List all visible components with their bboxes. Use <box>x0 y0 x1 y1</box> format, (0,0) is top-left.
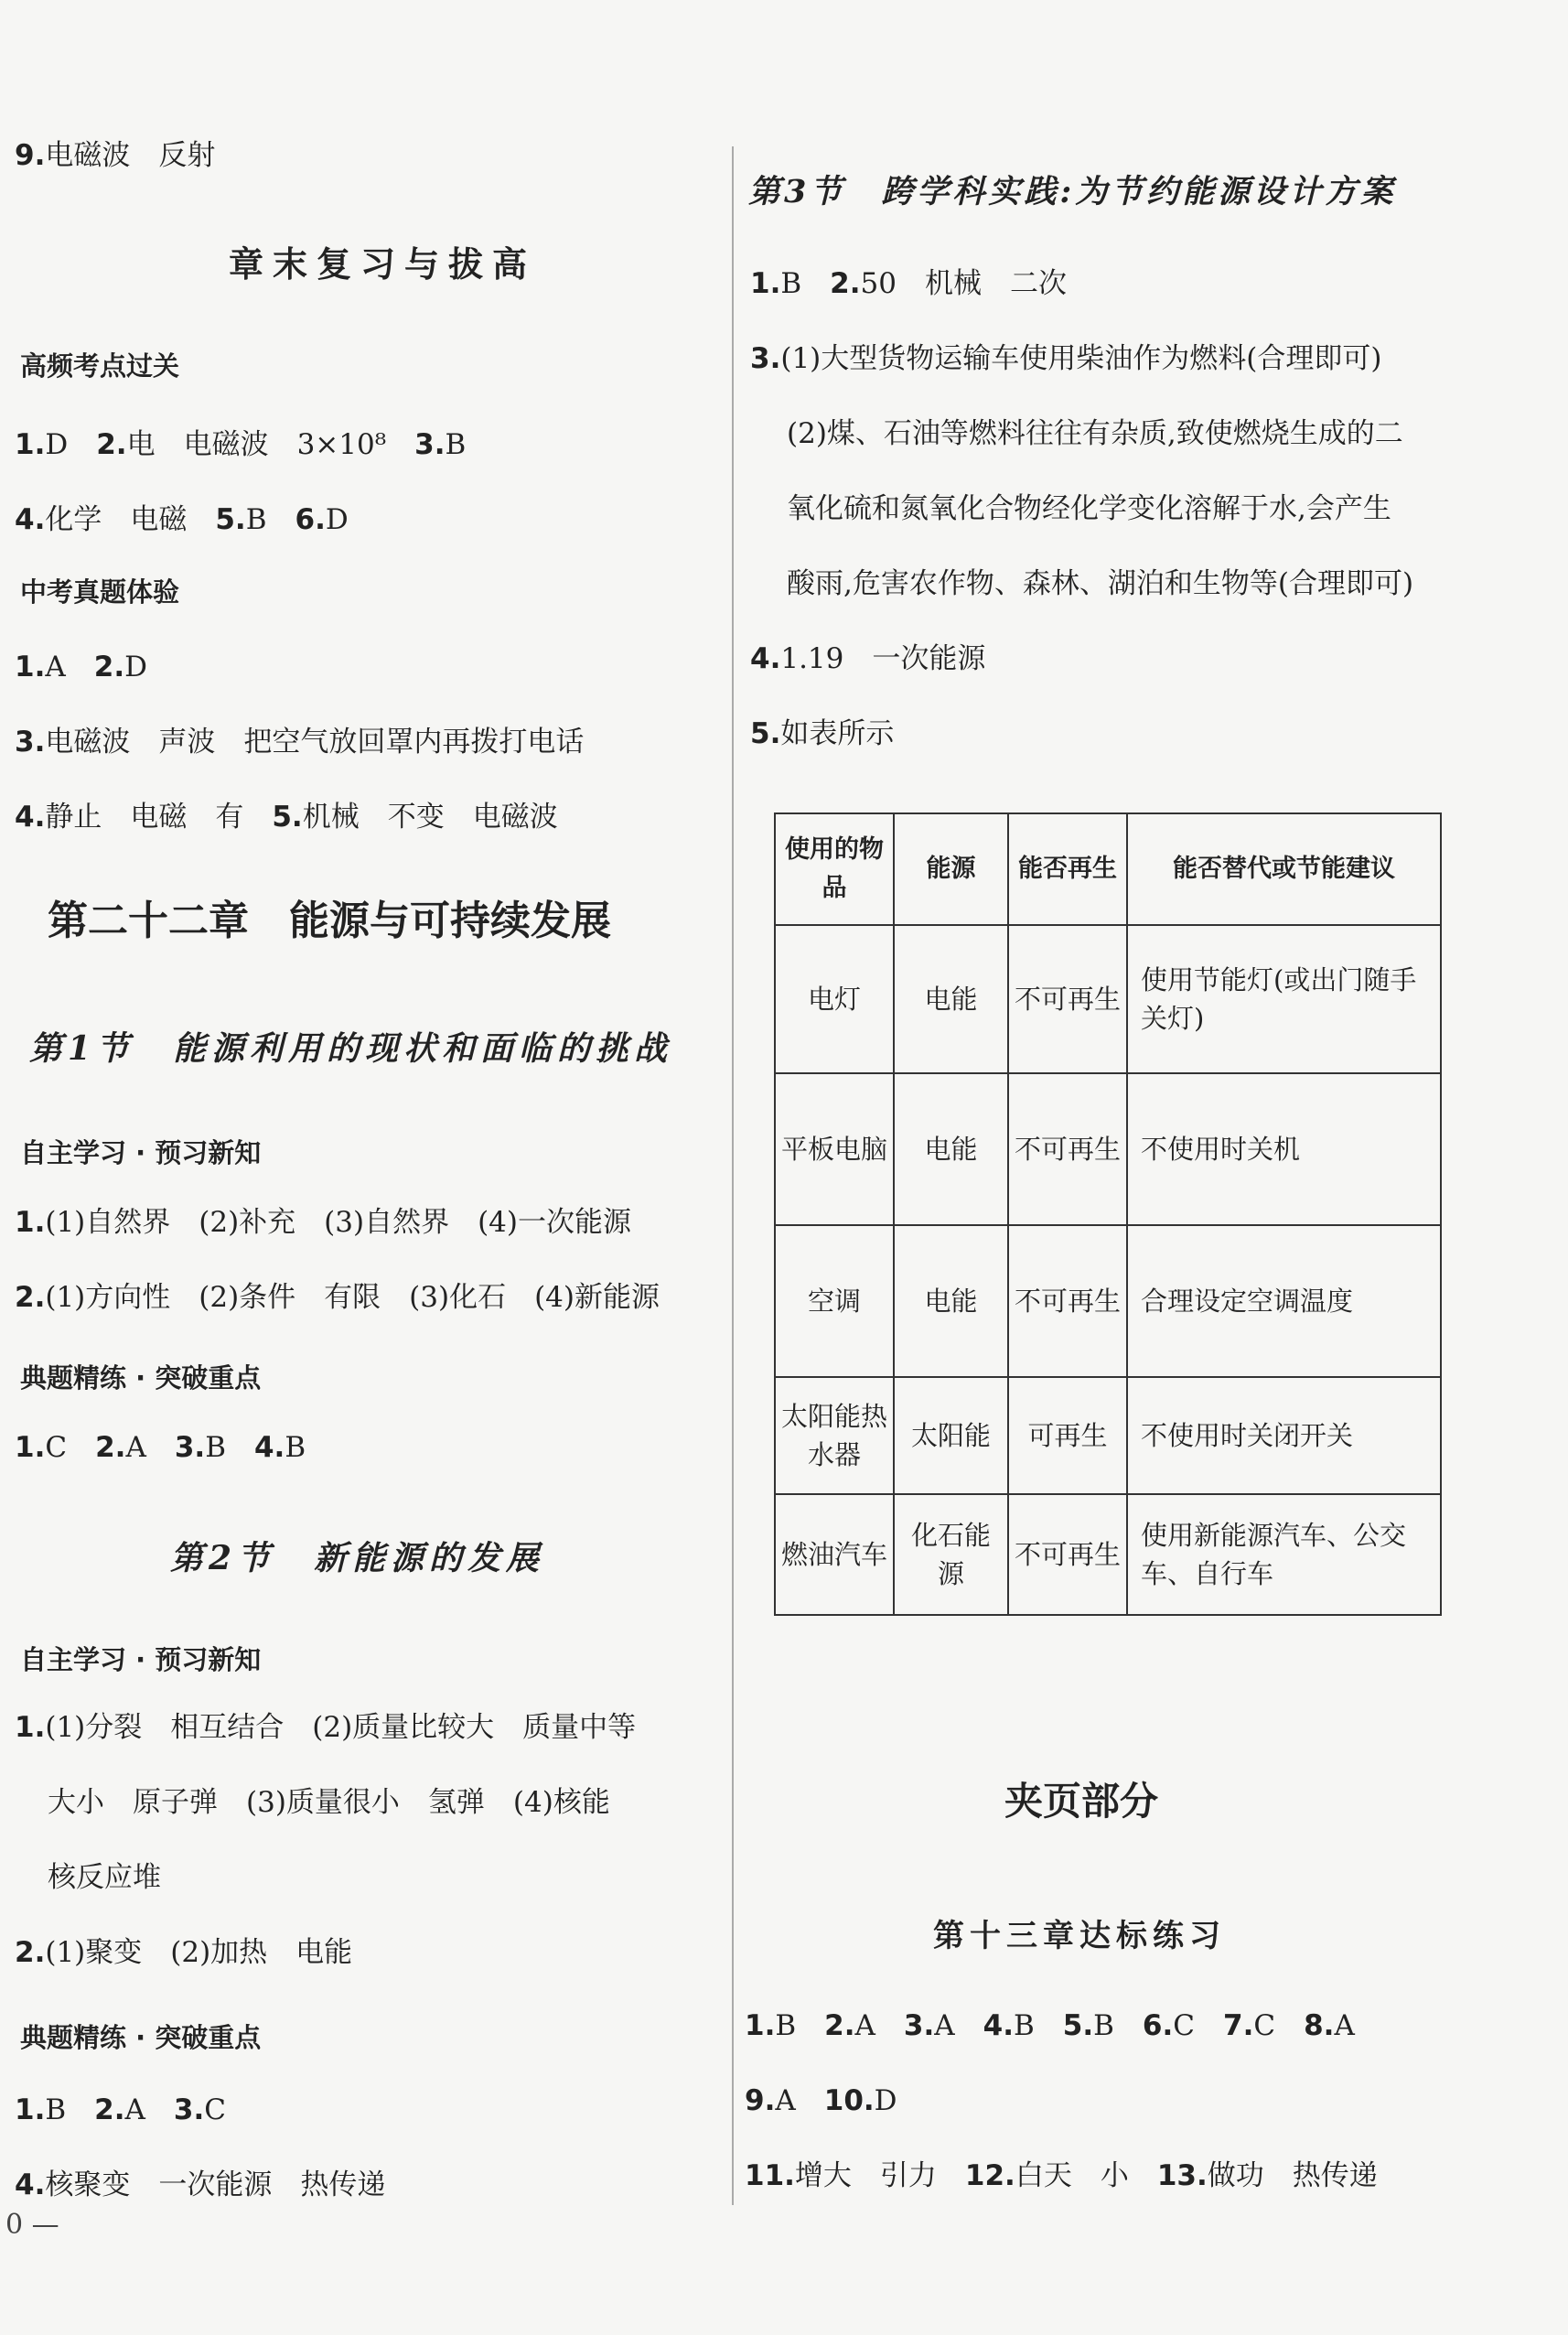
answer-line <box>787 490 1391 527</box>
question-number: 9. <box>745 2084 776 2117</box>
answer-line <box>15 501 349 538</box>
table-row <box>775 1225 1441 1377</box>
question-number: 3. <box>15 726 46 759</box>
question-number: 3. <box>414 428 446 461</box>
energy-table <box>774 812 1442 1616</box>
question-number: 2. <box>15 1281 46 1314</box>
question-number: 10. <box>823 2084 875 2117</box>
answer-text: 电 电磁波 3×10⁸ <box>126 428 415 461</box>
answer-text: A <box>934 2009 983 2042</box>
answer-text: (1)大型货物运输车使用柴油作为燃料(合理即可) <box>780 342 1382 375</box>
table-cell: 不使用时关机 <box>1127 1073 1441 1225</box>
answer-line <box>750 265 1067 302</box>
answer-text: 核反应堆 <box>48 1861 161 1894</box>
answer-text: (2)煤、石油等燃料往往有杂质,致使燃烧生成的二 <box>787 417 1403 450</box>
answer-text: (1)方向性 (2)条件 有限 (3)化石 (4)新能源 <box>45 1281 660 1314</box>
answer-line <box>15 649 147 685</box>
question-number: 5. <box>215 503 246 536</box>
question-number: 2. <box>830 267 861 300</box>
answer-text: 做功 热传递 <box>1207 2159 1378 2192</box>
question-number: 2. <box>15 1936 46 1969</box>
answer-text: B <box>780 267 831 300</box>
question-number: 9. <box>15 139 46 172</box>
table-header-cell: 能否替代或节能建议 <box>1127 813 1441 925</box>
answer-line <box>745 2082 897 2119</box>
table-row <box>775 1073 1441 1225</box>
table-cell: 不使用时关闭开关 <box>1127 1377 1441 1494</box>
answer-text: C <box>1253 2009 1305 2042</box>
answer-text: 电磁波 反射 <box>45 139 216 172</box>
answer-text: C <box>45 1431 96 1464</box>
answer-text: 如表所示 <box>780 717 895 750</box>
section2-practice-heading: 典题精练 · 突破重点 <box>20 2022 262 2053</box>
question-number: 1. <box>15 428 46 461</box>
answer-line <box>750 640 985 677</box>
review-title: 章末复习与拔高 <box>229 243 537 285</box>
answer-text: 氧化硫和氮氧化合物经化学变化溶解于水,会产生 <box>787 492 1391 525</box>
question-number: 2. <box>824 2009 855 2042</box>
answer-text: A <box>854 2009 904 2042</box>
answer-text: 白天 小 <box>1015 2159 1157 2192</box>
answer-line <box>15 426 466 463</box>
answer-text: D <box>45 428 97 461</box>
question-number: 5. <box>750 717 781 750</box>
question-number: 5. <box>1062 2009 1094 2042</box>
table-cell: 太阳能热水器 <box>775 1377 894 1494</box>
question-number: 8. <box>1304 2009 1335 2042</box>
answer-line <box>750 716 894 752</box>
answer-line <box>15 799 558 835</box>
table-body <box>775 925 1441 1615</box>
answer-line <box>750 340 1381 377</box>
question-number: 12. <box>964 2159 1015 2192</box>
question-number: 3. <box>174 1431 206 1464</box>
answer-text: 酸雨,危害农作物、森林、湖泊和生物等(合理即可) <box>787 567 1414 600</box>
page-number: 0 — <box>5 2209 59 2241</box>
answer-text: 增大 引力 <box>794 2159 965 2192</box>
question-number: 3. <box>903 2009 935 2042</box>
table-cell: 不可再生 <box>1008 1225 1127 1377</box>
chapter-title: 第二十二章 能源与可持续发展 <box>48 898 611 944</box>
answer-text: 核聚变 一次能源 热传递 <box>45 2168 386 2201</box>
question-number: 4. <box>983 2009 1014 2042</box>
question-number: 2. <box>93 651 125 683</box>
table-cell: 平板电脑 <box>775 1073 894 1225</box>
table-row <box>775 1494 1441 1615</box>
question-number: 2. <box>94 2093 125 2126</box>
frequent-heading: 高频考点过关 <box>20 350 180 382</box>
question-number: 4. <box>15 801 46 834</box>
answer-text: 机械 不变 电磁波 <box>302 801 558 834</box>
section2-title: 第2节 新能源的发展 <box>170 1539 545 1577</box>
table-cell: 化石能源 <box>894 1494 1008 1615</box>
question-number: 1. <box>15 651 46 683</box>
answer-text: B <box>775 2009 825 2042</box>
table-header-cell: 能源 <box>894 813 1008 925</box>
answer-line <box>745 2007 1355 2044</box>
answer-text: (1)聚变 (2)加热 电能 <box>45 1936 353 1969</box>
answer-text: C <box>1173 2009 1224 2042</box>
question-number: 1. <box>750 267 781 300</box>
answer-text: 1.19 一次能源 <box>780 642 986 675</box>
answer-text: A <box>125 1431 175 1464</box>
table-cell: 可再生 <box>1008 1377 1127 1494</box>
answer-line <box>15 2167 385 2203</box>
answer-text: D <box>124 651 147 683</box>
question-number: 5. <box>272 801 303 834</box>
answer-text: B <box>285 1431 306 1464</box>
table-cell: 使用节能灯(或出门随手关灯) <box>1127 925 1441 1073</box>
table-cell: 电能 <box>894 925 1008 1073</box>
section1-title: 第1节 能源利用的现状和面临的挑战 <box>29 1029 673 1068</box>
table-header-cell: 能否再生 <box>1008 813 1127 925</box>
answer-text: 大小 原子弹 (3)质量很小 氢弹 (4)核能 <box>48 1786 610 1819</box>
answer-line <box>15 1709 636 1746</box>
answer-text: 静止 电磁 有 <box>45 801 273 834</box>
question-number: 1. <box>15 2093 46 2126</box>
question-number: 1. <box>745 2009 776 2042</box>
answer-text: B <box>1014 2009 1063 2042</box>
question-number: 11. <box>745 2159 795 2192</box>
exam-heading: 中考真题体验 <box>20 576 180 608</box>
table-cell: 电能 <box>894 1225 1008 1377</box>
answer-line <box>15 2092 226 2128</box>
question-number: 2. <box>96 428 127 461</box>
question-number: 4. <box>15 503 46 536</box>
chapter13-title: 第十三章达标练习 <box>933 1918 1226 1954</box>
question-number: 4. <box>750 642 781 675</box>
answer-text: A <box>1334 2009 1355 2042</box>
question-number: 1. <box>15 1711 46 1744</box>
question-number: 3. <box>173 2093 205 2126</box>
answer-line <box>15 1204 631 1241</box>
section2-study-heading: 自主学习 · 预习新知 <box>20 1644 262 1675</box>
table-cell: 太阳能 <box>894 1377 1008 1494</box>
table-cell: 合理设定空调温度 <box>1127 1225 1441 1377</box>
answer-line <box>787 565 1413 602</box>
answer-text: B <box>445 428 467 461</box>
answer-text: A <box>775 2084 824 2117</box>
table-row <box>775 925 1441 1073</box>
table-header-cell: 使用的物品 <box>775 813 894 925</box>
answer-text: D <box>325 503 349 536</box>
question-number: 2. <box>95 1431 126 1464</box>
answer-line <box>48 1859 161 1896</box>
answer-line <box>745 2157 1378 2194</box>
table-cell: 空调 <box>775 1225 894 1377</box>
table-cell: 不可再生 <box>1008 1073 1127 1225</box>
answer-text: 电磁波 声波 把空气放回罩内再拨打电话 <box>45 726 585 759</box>
table-row <box>775 1377 1441 1494</box>
table-cell: 不可再生 <box>1008 1494 1127 1615</box>
answer-text: (1)分裂 相互结合 (2)质量比较大 质量中等 <box>45 1711 637 1744</box>
answer-text: 50 机械 二次 <box>860 267 1067 300</box>
table-cell: 燃油汽车 <box>775 1494 894 1615</box>
section1-study-heading: 自主学习 · 预习新知 <box>20 1137 262 1168</box>
table-cell: 电能 <box>894 1073 1008 1225</box>
answer-text: B <box>205 1431 254 1464</box>
table-cell: 电灯 <box>775 925 894 1073</box>
question-number: 4. <box>15 2168 46 2201</box>
section1-practice-heading: 典题精练 · 突破重点 <box>20 1362 262 1393</box>
answer-line <box>15 137 215 174</box>
answer-line <box>48 1784 610 1821</box>
answer-text: C <box>204 2093 226 2126</box>
question-number: 6. <box>295 503 326 536</box>
answer-line <box>15 1279 660 1316</box>
answer-text: D <box>874 2084 897 2117</box>
answer-text: 化学 电磁 <box>45 503 216 536</box>
table-cell: 不可再生 <box>1008 925 1127 1073</box>
question-number: 13. <box>1156 2159 1208 2192</box>
answer-line <box>15 1934 352 1971</box>
table-header-row <box>775 813 1441 925</box>
question-number: 4. <box>253 1431 285 1464</box>
insert-title: 夹页部分 <box>1004 1779 1159 1824</box>
answer-text: A <box>45 651 94 683</box>
question-number: 3. <box>750 342 781 375</box>
answer-line <box>787 415 1403 452</box>
section3-title: 第3节 跨学科实践:为节约能源设计方案 <box>748 173 1397 210</box>
answer-text: (1)自然界 (2)补充 (3)自然界 (4)一次能源 <box>45 1206 632 1239</box>
answer-line <box>15 1429 306 1466</box>
answer-line <box>15 724 584 760</box>
column-divider <box>732 146 734 2205</box>
answer-text: B <box>45 2093 95 2126</box>
question-number: 1. <box>15 1206 46 1239</box>
table-cell: 使用新能源汽车、公交车、自行车 <box>1127 1494 1441 1615</box>
answer-text: B <box>1093 2009 1143 2042</box>
question-number: 1. <box>15 1431 46 1464</box>
answer-text: B <box>245 503 295 536</box>
question-number: 6. <box>1142 2009 1174 2042</box>
answer-text: A <box>124 2093 174 2126</box>
question-number: 7. <box>1223 2009 1254 2042</box>
